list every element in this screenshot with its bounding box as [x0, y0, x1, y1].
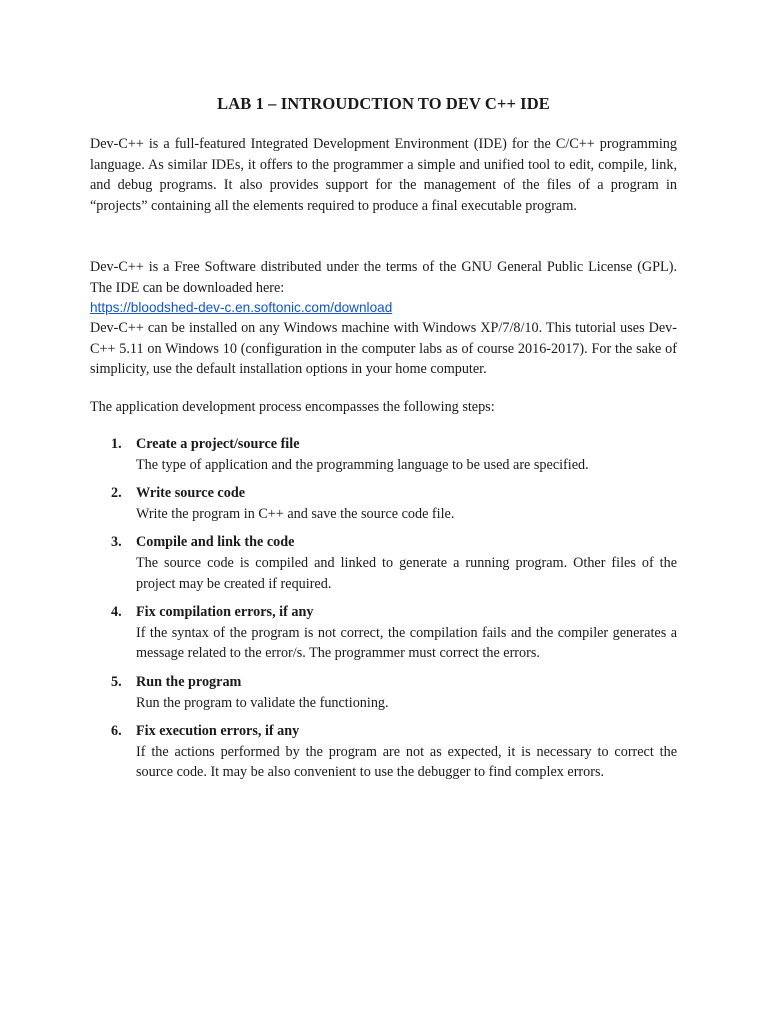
- step-item: [90, 602, 677, 664]
- download-link[interactable]: https://bloodshed-dev-c.en.softonic.com/download: [90, 300, 393, 315]
- intro-paragraph: Dev-C++ is a full-featured Integrated Development Environment (IDE) for the C/C++ programming language. As similar IDEs, it offers to the programmer a simple and unified tool to edit, compile, link, and debug programs. It also provides support for the management of the files of a program in “projects” containing all the elements required to produce a final executable program.: [90, 136, 677, 214]
- step-description: If the syntax of the program is not correct, the compilation fails and the compiler generates a message related to the error/s. The programmer must correct the errors.: [136, 624, 677, 662]
- step-item: [90, 483, 677, 524]
- step-description: If the actions performed by the program are not as expected, it is necessary to correct the source code. It may be also convenient to use the debugger to find complex errors.: [136, 743, 677, 781]
- step-item: [90, 721, 677, 783]
- step-title: Write source code: [136, 485, 246, 502]
- step-number: 3.: [111, 534, 122, 551]
- process-intro-paragraph: The application development process encompasses the following steps:: [90, 399, 495, 415]
- step-description: The type of application and the programming language to be used are specified.: [136, 456, 589, 473]
- step-number: 1.: [111, 436, 122, 452]
- step-item: [90, 434, 677, 475]
- step-number: 5.: [111, 673, 122, 690]
- install-paragraph: Dev-C++ can be installed on any Windows machine with Windows XP/7/8/10. This tutorial uses Dev-C++ 5.11 on Windows 10 (configuration in the computer labs as of course 2016-2017). For the sake of simplicity, use the default installation options in your home computer.: [90, 320, 677, 378]
- step-description: The source code is compiled and linked to generate a running program. Other files of the project may be created if required.: [136, 554, 677, 592]
- step-title: Create a project/source file: [136, 436, 300, 452]
- step-description: Write the program in C++ and save the source code file.: [136, 505, 455, 522]
- license-paragraph: Dev-C++ is a Free Software distributed under the terms of the GNU General Public License (GPL). The IDE can be downloaded here:: [90, 259, 677, 296]
- step-title: Compile and link the code: [136, 534, 295, 551]
- step-number: 2.: [111, 485, 122, 502]
- step-title: Fix execution errors, if any: [136, 723, 300, 740]
- step-title: Run the program: [136, 673, 242, 690]
- step-number: 6.: [111, 723, 122, 740]
- page-title: LAB 1 – INTROUDCTION TO DEV C++ IDE: [217, 94, 550, 113]
- step-description: Run the program to validate the functioning.: [136, 694, 389, 711]
- step-item: [90, 532, 677, 594]
- steps-list: [90, 434, 677, 791]
- step-title: Fix compilation errors, if any: [136, 604, 314, 621]
- step-number: 4.: [111, 604, 122, 621]
- step-item: [90, 672, 677, 713]
